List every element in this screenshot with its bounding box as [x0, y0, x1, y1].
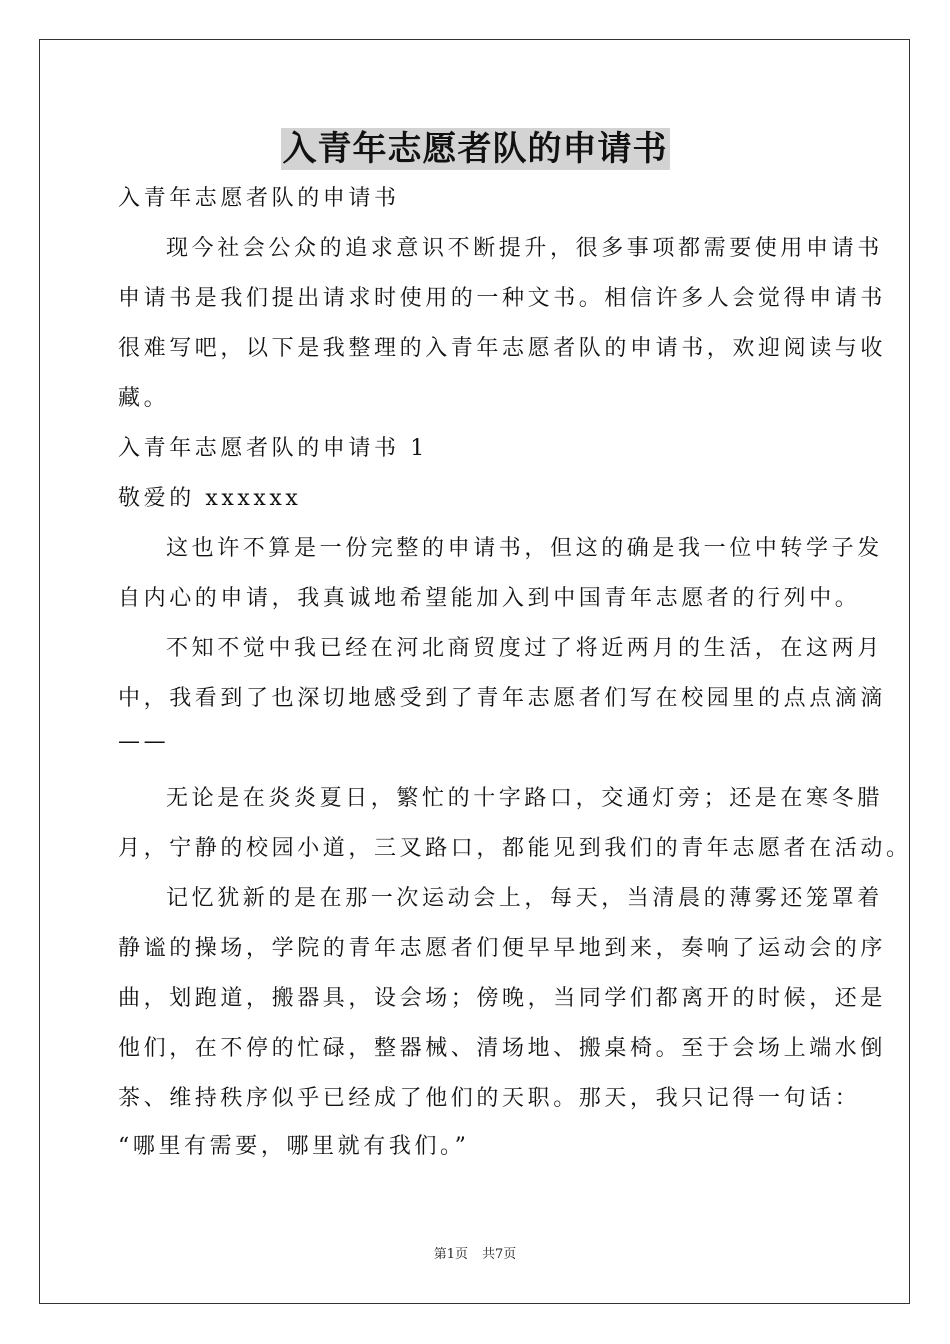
paragraph-line: 这也许不算是一份完整的申请书，但这的确是我一位中转学子发: [166, 536, 883, 561]
paragraph-line: 很难写吧，以下是我整理的入青年志愿者队的申请书，欢迎阅读与收: [118, 336, 887, 361]
paragraph-line: 曲，划跑道，搬器具，设会场；傍晚，当同学们都离开的时候，还是: [118, 986, 887, 1011]
paragraph-line: 月，宁静的校园小道，三叉路口，都能见到我们的青年志愿者在活动。: [118, 836, 912, 861]
salutation: 敬爱的 xxxxxx: [118, 486, 302, 511]
paragraph-line: 不知不觉中我已经在河北商贸度过了将近两月的生活，在这两月: [166, 636, 883, 661]
paragraph-line: 茶、维持秩序似乎已经成了他们的天职。那天，我只记得一句话：: [118, 1086, 861, 1111]
paragraph-line: 自内心的申请，我真诚地希望能加入到中国青年志愿者的行列中。: [118, 586, 861, 611]
page-total: 共7页: [482, 1247, 517, 1262]
title-container: [0, 128, 950, 170]
paragraph-line: 记忆犹新的是在那一次运动会上，每天，当清晨的薄雾还笼罩着: [166, 886, 883, 911]
paragraph-line: 无论是在炎炎夏日，繁忙的十字路口，交通灯旁；还是在寒冬腊: [166, 786, 883, 811]
paragraph-line: 中，我看到了也深切地感受到了青年志愿者们写在校园里的点点滴滴: [118, 686, 887, 711]
page-border: [39, 39, 910, 1304]
paragraph-line: 申请书是我们提出请求时使用的一种文书。相信许多人会觉得申请书: [118, 286, 887, 311]
paragraph-line: 他们，在不停的忙碌，整器械、清场地、搬桌椅。至于会场上端水倒: [118, 1036, 887, 1061]
page-footer: [0, 1247, 950, 1263]
quote-line: “哪里有需要，哪里就有我们。”: [118, 1134, 470, 1159]
paragraph-line: ——: [118, 729, 170, 754]
subtitle-line: 入青年志愿者队的申请书: [118, 186, 400, 211]
paragraph-line: 藏。: [118, 386, 170, 411]
section-heading: 入青年志愿者队的申请书 1: [118, 436, 428, 461]
page-number: 第1页: [433, 1247, 468, 1262]
document-title: 入青年志愿者队的申请书: [282, 129, 668, 169]
paragraph-line: 静谧的操场，学院的青年志愿者们便早早地到来，奏响了运动会的序: [118, 936, 887, 961]
paragraph-line: 现今社会公众的追求意识不断提升，很多事项都需要使用申请书: [166, 236, 883, 261]
